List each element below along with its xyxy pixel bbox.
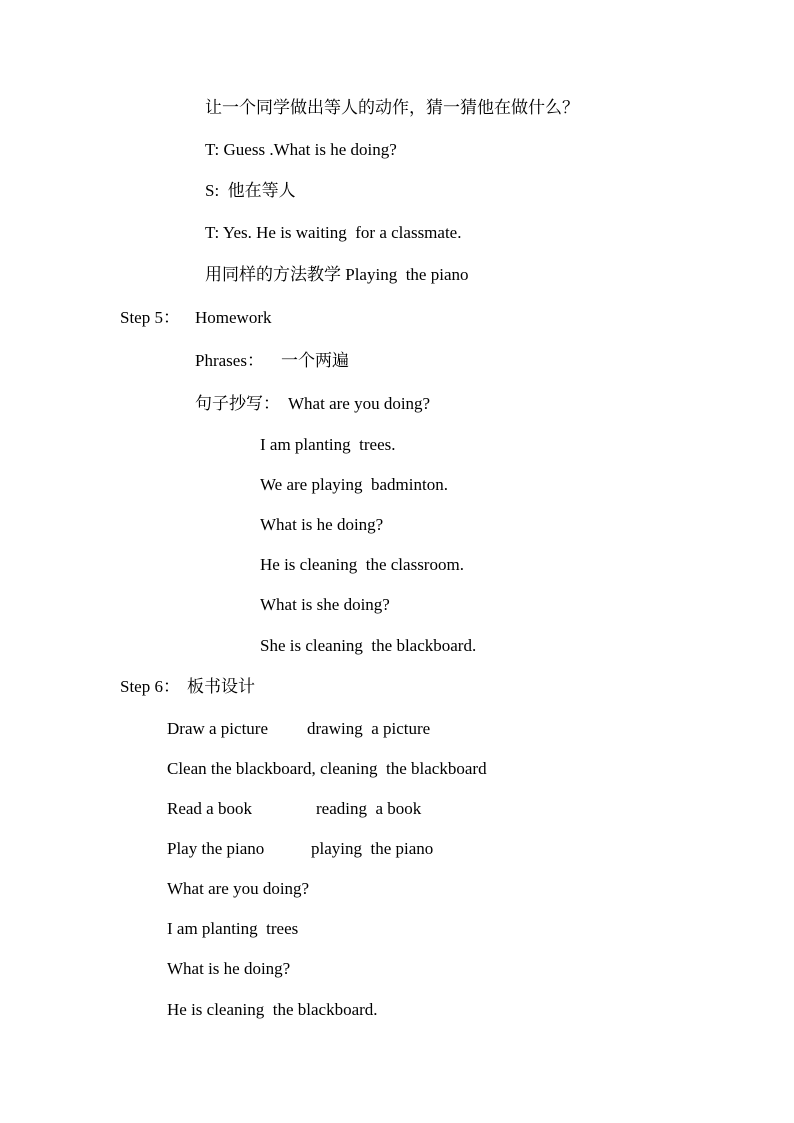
- board-pair-left: Draw a picture: [167, 719, 269, 738]
- instruction-line: 用同样的方法教学 Playing the piano: [205, 265, 469, 284]
- board-pair-left: Read a book: [167, 799, 252, 818]
- dialogue-student-line: S: 他在等人: [205, 181, 296, 200]
- board-pair-left: Play the piano: [167, 839, 265, 858]
- board-pair-left: Clean the blackboard, cleaning the blackboard: [167, 759, 487, 778]
- step6-title: 板书设计: [187, 677, 255, 696]
- step6-label: Step 6：: [120, 677, 180, 696]
- sentence-item: We are playing badminton.: [260, 475, 448, 494]
- step5-title: Homework: [195, 308, 272, 327]
- sentence-item: What is he doing?: [260, 515, 384, 534]
- sentence-item: I am planting trees.: [260, 435, 396, 454]
- dialogue-teacher-line: T: Yes. He is waiting for a classmate.: [205, 223, 462, 242]
- sentence-item: What is she doing?: [260, 595, 390, 614]
- instruction-line: 让一个同学做出等人的动作，猜一猜他在做什么？: [205, 98, 579, 117]
- board-line: He is cleaning the blackboard.: [167, 1000, 378, 1019]
- sentence-item: What are you doing?: [288, 394, 431, 413]
- dialogue-teacher-line: T: Guess .What is he doing?: [205, 140, 397, 159]
- step5-label: Step 5：: [120, 308, 180, 327]
- board-pair-right: reading a book: [316, 799, 422, 818]
- sentence-item: He is cleaning the classroom.: [260, 555, 464, 574]
- phrases-value: 一个两遍: [281, 351, 349, 370]
- board-line: What are you doing?: [167, 879, 310, 898]
- phrases-label: Phrases：: [195, 351, 264, 370]
- sentence-item: She is cleaning the blackboard.: [260, 636, 477, 655]
- sentences-label: 句子抄写：: [195, 394, 280, 413]
- board-pair-right: playing the piano: [311, 839, 434, 858]
- board-line: What is he doing?: [167, 959, 291, 978]
- board-pair-right: drawing a picture: [307, 719, 431, 738]
- board-line: I am planting trees: [167, 919, 299, 938]
